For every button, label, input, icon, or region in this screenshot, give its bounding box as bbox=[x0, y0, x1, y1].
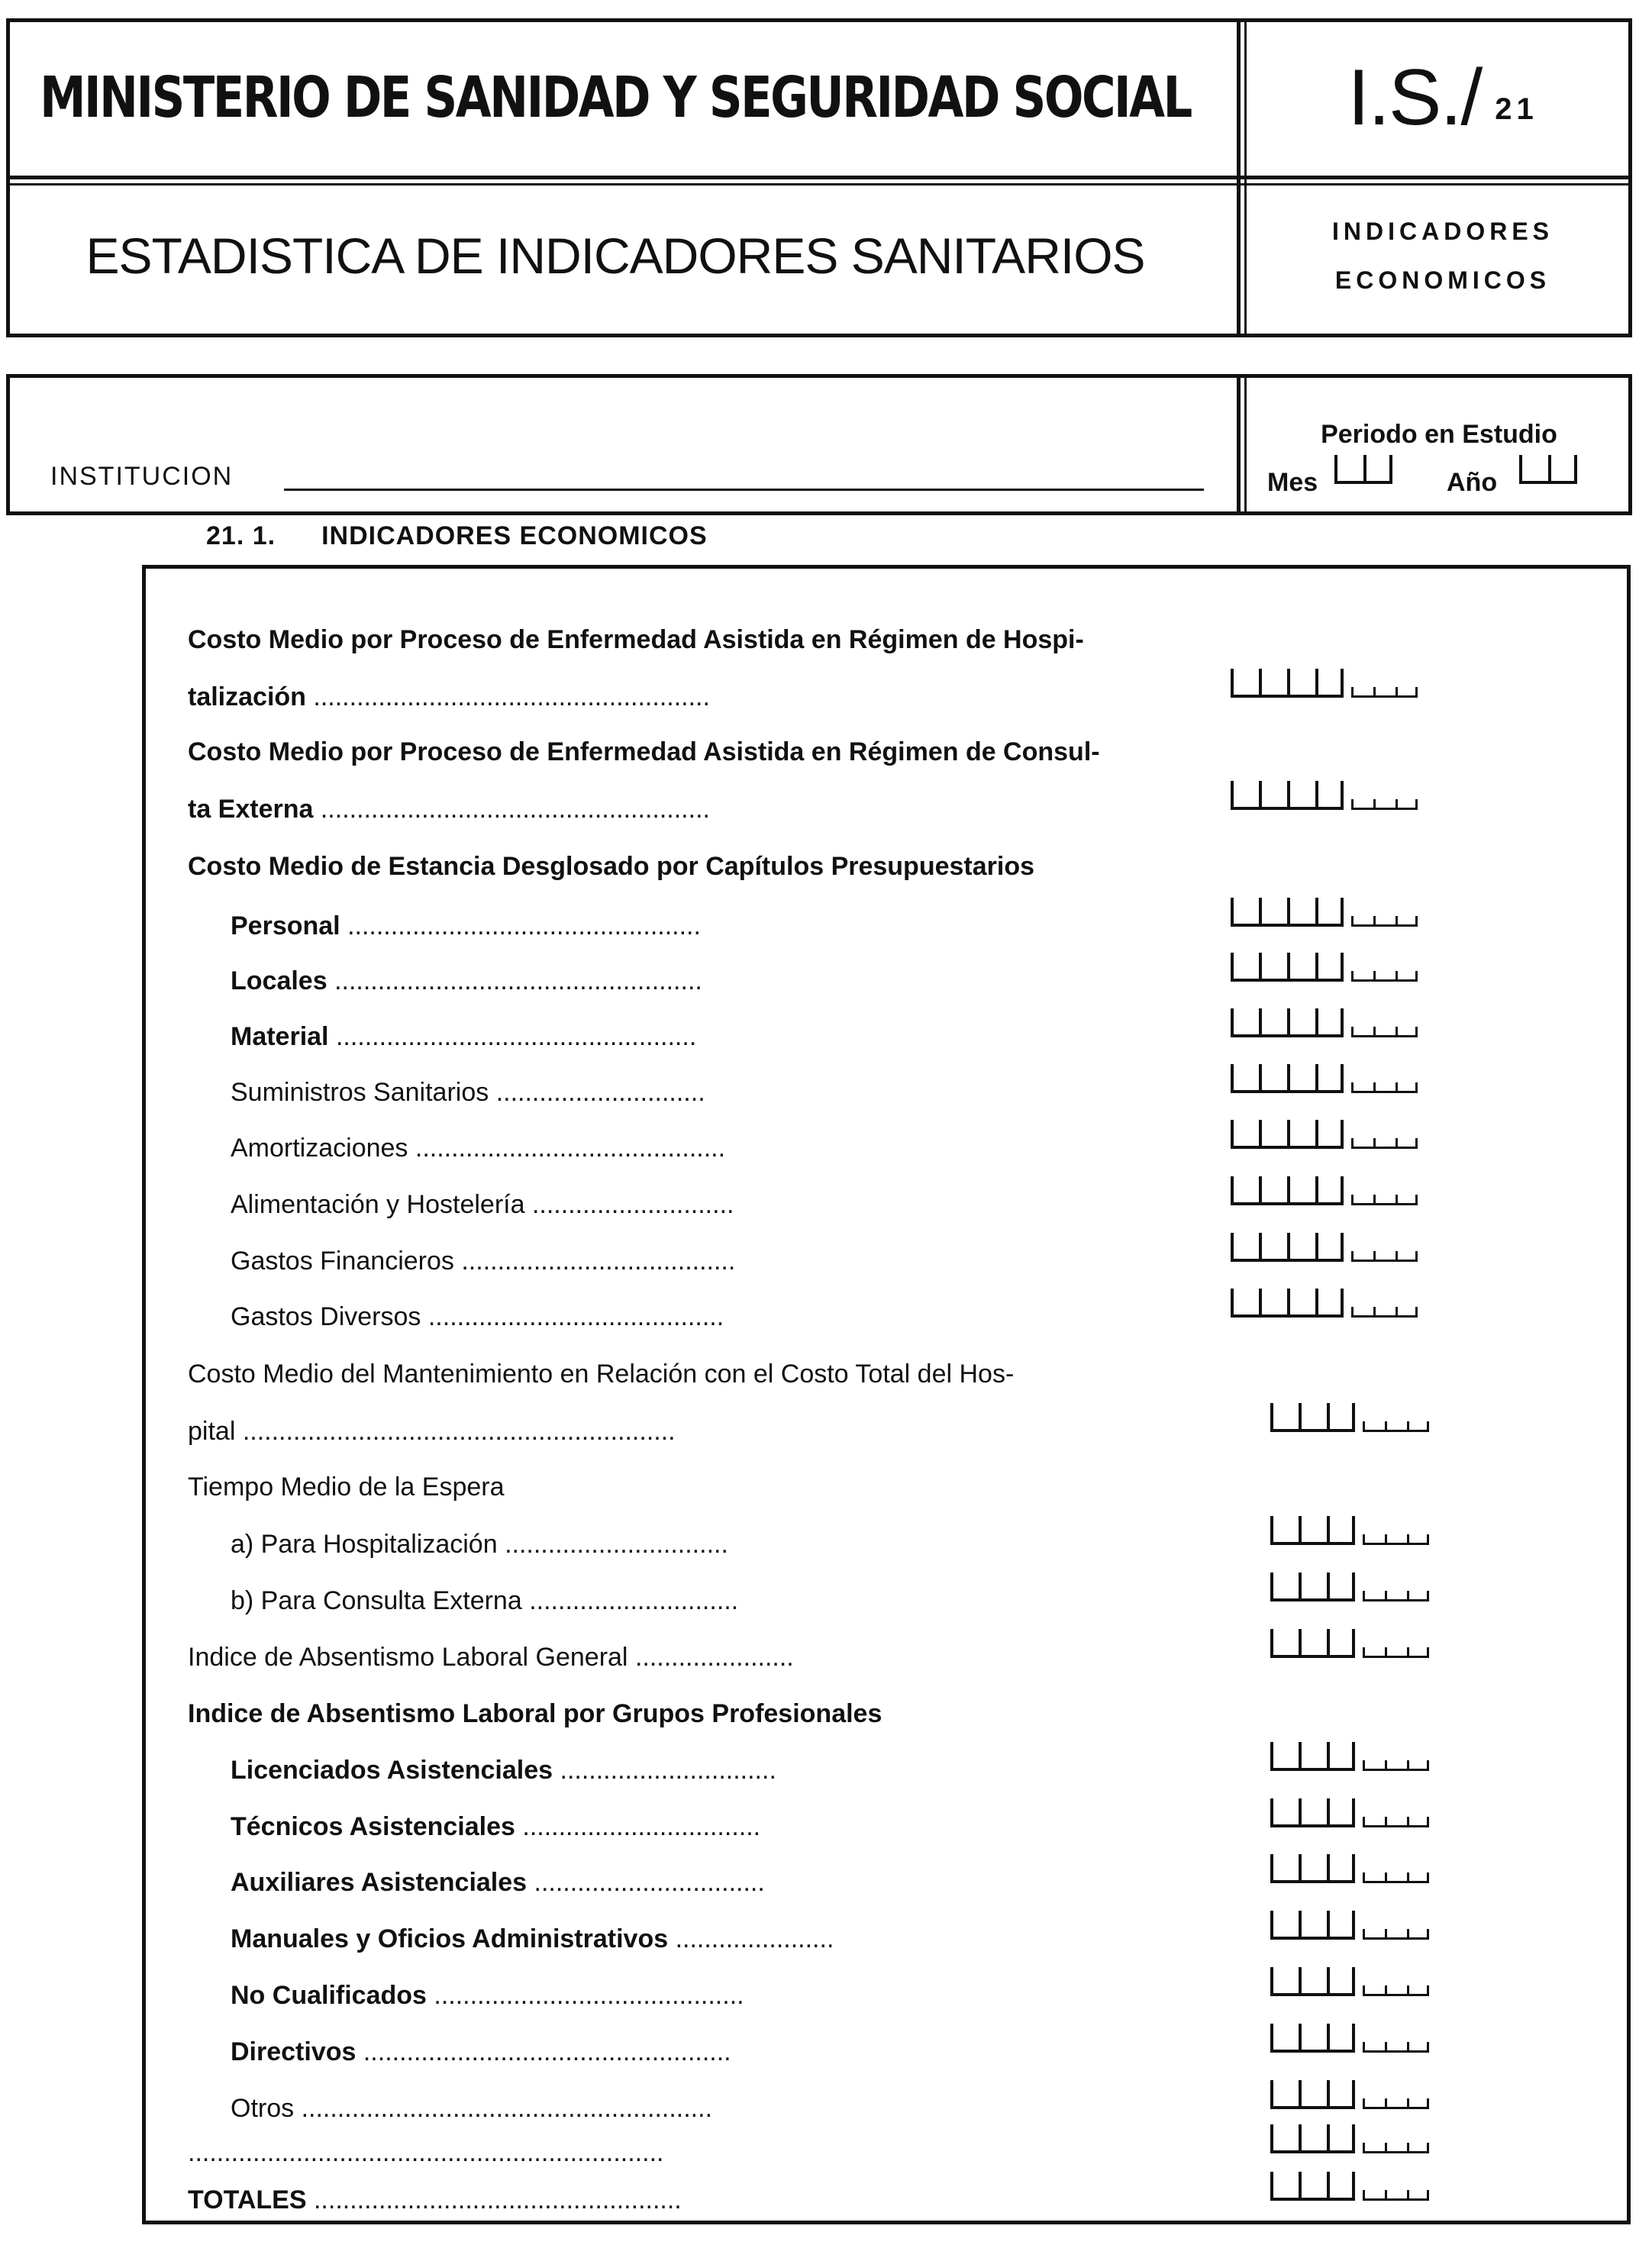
input-suministros[interactable] bbox=[1231, 1067, 1418, 1093]
input-locales[interactable] bbox=[1231, 956, 1418, 982]
row-hospital-cost-line1: Costo Medio por Proceso de Enfermedad Asistida en Régimen de Hospi- bbox=[188, 625, 1084, 654]
ministry-title: MINISTERIO DE SANIDAD Y SEGURIDAD SOCIAL bbox=[40, 65, 1191, 131]
row-gastos-financieros: Gastos Financieros ...................................... bbox=[231, 1247, 736, 1276]
institution-label: INSTITUCION bbox=[50, 462, 234, 491]
row-gastos-diversos: Gastos Diversos ......................................... bbox=[231, 1302, 724, 1331]
input-absenteeism-general[interactable] bbox=[1270, 1632, 1429, 1658]
input-material[interactable] bbox=[1231, 1011, 1418, 1037]
input-totales[interactable] bbox=[1270, 2175, 1429, 2201]
category-label bbox=[1252, 191, 1634, 321]
section-name: INDICADORES ECONOMICOS bbox=[321, 521, 708, 550]
row-manuales: Manuales y Oficios Administrativos ...................... bbox=[231, 1924, 834, 1953]
year-boxes[interactable] bbox=[1519, 458, 1577, 484]
category-line-2: ECONOMICOS bbox=[1334, 266, 1551, 294]
row-amortizaciones: Amortizaciones ........................................... bbox=[231, 1134, 726, 1163]
row-suministros: Suministros Sanitarios ............................. bbox=[231, 1078, 705, 1107]
year-label: Año bbox=[1447, 468, 1498, 497]
header-divider-horizontal bbox=[6, 176, 1632, 179]
input-amortizaciones[interactable] bbox=[1231, 1123, 1418, 1149]
input-outpatient-cost[interactable] bbox=[1231, 784, 1418, 810]
row-auxiliares: Auxiliares Asistenciales ................................ bbox=[231, 1868, 765, 1897]
row-no-cualificados: No Cualificados ........................................... bbox=[231, 1981, 744, 2010]
month-boxes[interactable] bbox=[1334, 458, 1392, 484]
input-gastos-financieros[interactable] bbox=[1231, 1236, 1418, 1262]
row-outpatient-cost-line1: Costo Medio por Proceso de Enfermedad Asistida en Régimen de Consul- bbox=[188, 737, 1100, 766]
row-hospital-cost-line2: talización ....................................................... bbox=[188, 682, 710, 711]
input-licenciados[interactable] bbox=[1270, 1745, 1429, 1771]
section-title bbox=[206, 521, 753, 551]
row-wait-outpatient: b) Para Consulta Externa ............................. bbox=[231, 1586, 739, 1615]
row-directivos: Directivos ................................................... bbox=[231, 2037, 731, 2066]
row-alimentacion: Alimentación y Hostelería ............................ bbox=[231, 1190, 734, 1219]
form-code-prefix: I.S./ bbox=[1347, 53, 1482, 142]
row-totales: TOTALES ................................................... bbox=[188, 2185, 682, 2214]
input-maintenance[interactable] bbox=[1270, 1406, 1429, 1432]
row-licenciados: Licenciados Asistenciales .............................. bbox=[231, 1756, 776, 1785]
input-alimentacion[interactable] bbox=[1231, 1179, 1418, 1205]
input-auxiliares[interactable] bbox=[1270, 1857, 1429, 1883]
input-wait-outpatient[interactable] bbox=[1270, 1576, 1429, 1601]
input-gastos-diversos[interactable] bbox=[1231, 1292, 1418, 1318]
input-blank[interactable] bbox=[1270, 2127, 1429, 2153]
row-absenteeism-general: Indice de Absentismo Laboral General ...................... bbox=[188, 1643, 794, 1672]
category-line-1: INDICADORES bbox=[1331, 218, 1554, 245]
row-wait-time-heading: Tiempo Medio de la Espera bbox=[188, 1472, 505, 1502]
row-personal: Personal ................................................. bbox=[231, 911, 701, 940]
row-material: Material .................................................. bbox=[231, 1022, 697, 1051]
row-tecnicos: Técnicos Asistenciales ................................. bbox=[231, 1812, 761, 1841]
input-directivos[interactable] bbox=[1270, 2027, 1429, 2053]
input-otros[interactable] bbox=[1270, 2083, 1429, 2109]
input-tecnicos[interactable] bbox=[1270, 1801, 1429, 1827]
row-outpatient-cost-line2: ta Externa ...................................................... bbox=[188, 795, 710, 824]
section-number: 21. 1. bbox=[206, 521, 276, 550]
input-personal[interactable] bbox=[1231, 901, 1418, 927]
input-wait-hospital[interactable] bbox=[1270, 1519, 1429, 1545]
row-stay-cost-heading: Costo Medio de Estancia Desglosado por Capítulos Presupuestarios bbox=[188, 852, 1035, 881]
institution-divider-double bbox=[1244, 374, 1247, 515]
form-code bbox=[1252, 21, 1634, 174]
input-no-cualificados[interactable] bbox=[1270, 1970, 1429, 1996]
input-hospital-cost[interactable] bbox=[1231, 672, 1418, 698]
input-manuales[interactable] bbox=[1270, 1914, 1429, 1940]
row-maintenance-line1: Costo Medio del Mantenimiento en Relación con el Costo Total del Hos- bbox=[188, 1360, 1015, 1389]
institution-divider bbox=[1237, 374, 1241, 515]
statistics-title: ESTADISTICA DE INDICADORES SANITARIOS bbox=[86, 227, 1145, 284]
institution-input-line[interactable] bbox=[284, 489, 1204, 491]
row-maintenance-line2: pital ............................................................ bbox=[188, 1417, 676, 1446]
row-blank: .................................................................. bbox=[188, 2138, 664, 2167]
row-otros: Otros ......................................................... bbox=[231, 2094, 713, 2123]
row-absenteeism-groups-heading: Indice de Absentismo Laboral por Grupos Profesionales bbox=[188, 1699, 882, 1728]
form-number: 21 bbox=[1495, 92, 1538, 126]
month-label: Mes bbox=[1267, 468, 1318, 497]
row-wait-hospital: a) Para Hospitalización ............................... bbox=[231, 1530, 728, 1559]
period-title: Periodo en Estudio bbox=[1321, 420, 1557, 449]
row-locales: Locales ................................................... bbox=[231, 966, 702, 995]
